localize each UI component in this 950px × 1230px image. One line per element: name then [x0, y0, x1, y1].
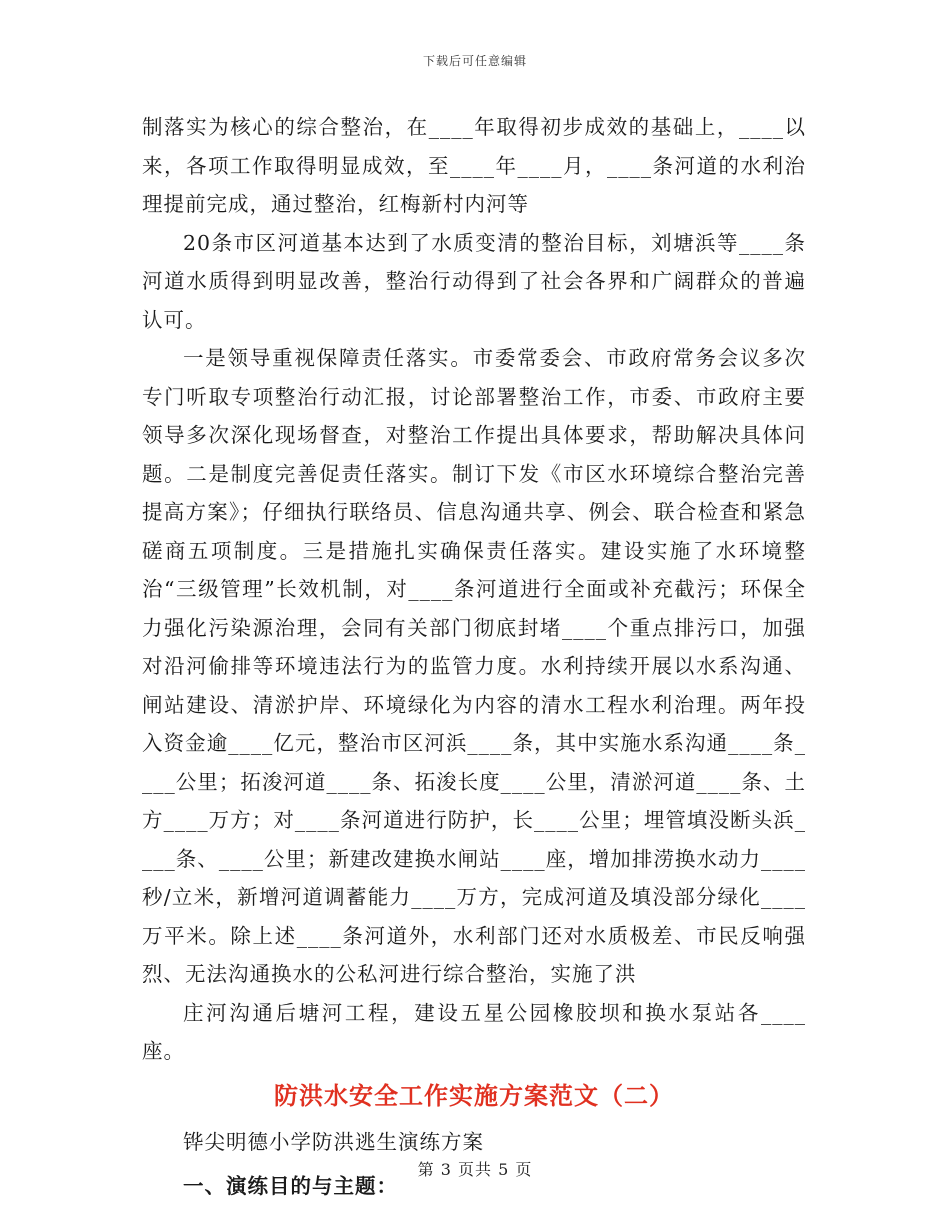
paragraph-2: 20条市区河道基本达到了水质变清的整治目标，刘塘浜等____条河道水质得到明显改善，整治行动得到了社会各界和广阔群众的普遍认可。 — [142, 230, 806, 332]
paragraph-4: 庄河沟通后塘河工程，建设五星公园橡胶坝和换水泵站各____座。 — [142, 1000, 806, 1063]
page-footer: 第 3 页共 5 页 — [417, 1160, 533, 1179]
document-body — [142, 108, 806, 1206]
section-heading: 一、演练目的与主题： — [183, 1174, 398, 1198]
paragraph-1: 制落实为核心的综合整治，在____年取得初步成效的基础上，____以来，各项工作取得明显成效，至____年____月，____条河道的水利治理提前完成，通过整治，红梅新村内河等 — [142, 115, 806, 216]
document-subtitle: 铧尖明德小学防洪逃生演练方案 — [183, 1129, 484, 1154]
section-title: 防洪水安全工作实施方案范文（二） — [274, 1080, 674, 1110]
page-header: 下载后可任意编辑 — [422, 54, 527, 68]
paragraph-3: 一是领导重视保障责任落实。市委常委会、市政府常务会议多次专门听取专项整治行动汇报，讨论部署整治工作，市委、市政府主要领导多次深化现场督查，对整治工作提出具体要求，帮助解决具体问题。二是制度完善促责任落实。制订下发《市区水环境综合整治完善提高方案》；仔细执行联络员、信息沟通共享、例会、联合检查和紧急磋商五项制度。三是措施扎实确保责任落实。建设实施了水环境整治“三级管理”长效机制，对____条河道进行全面或补充截污；环保全力强化污染源治理，会同有关部门彻底封堵____个重点排污口，加强对沿河偷排等环境违法行为的监管力度。水利持续开展以水系沟通、闸站建设、清淤护岸、环境绿化为内容的清水工程水利治理。两年投入资金逾____亿元，整治市区河浜____条，其中实施水系沟通____条____公里；拓浚河道____条、拓浚长度____公里，清淤河道____条、土方____万方；对____条河道进行防护，长____公里；埋管填没断头浜____条、____公里；新建改建换水闸站____座，增加排涝换水动力____秒/立米，新增河道调蓄能力____万方，完成河道及填没部分绿化____万平米。除上述____条河道外，水利部门还对水质极差、市民反响强烈、无法沟通换水的公私河进行综合整治，实施了洪 — [142, 346, 806, 986]
